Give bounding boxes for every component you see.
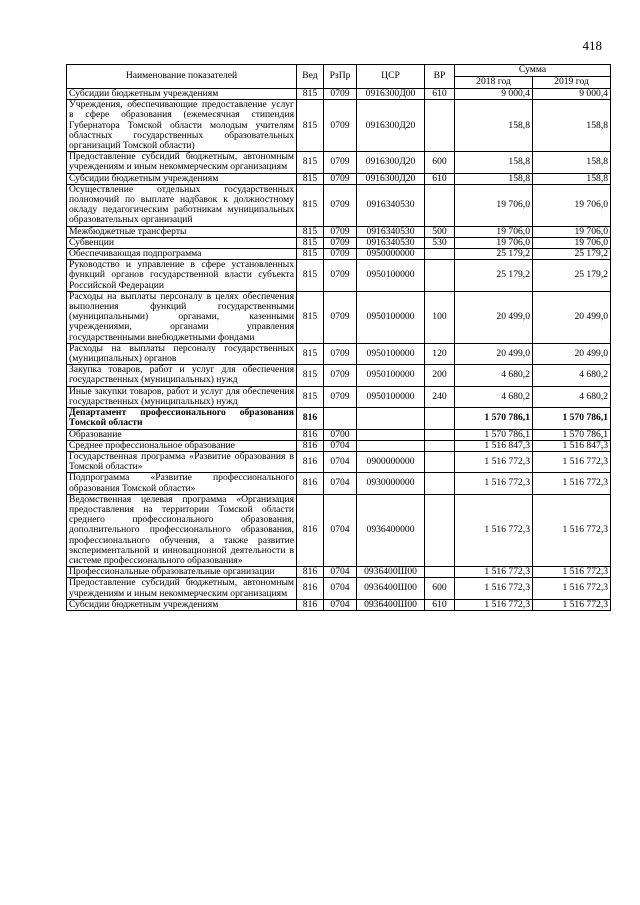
cell-vr: 610 bbox=[425, 173, 455, 184]
cell-2019: 158,8 bbox=[533, 173, 611, 184]
cell-ved: 815 bbox=[297, 100, 324, 152]
cell-2019: 1 516 772,3 bbox=[533, 473, 611, 494]
table-row bbox=[67, 260, 611, 292]
cell-rzpr: 0709 bbox=[324, 173, 357, 184]
table-row bbox=[67, 100, 611, 152]
cell-rzpr: 0704 bbox=[324, 473, 357, 494]
cell-csr: 0916300Д20 bbox=[357, 173, 425, 184]
cell-2018: 1 570 786,1 bbox=[455, 408, 533, 429]
cell-rzpr: 0709 bbox=[324, 184, 357, 226]
table-row bbox=[67, 237, 611, 248]
cell-rzpr: 0704 bbox=[324, 599, 357, 610]
cell-name: Субсидии бюджетным учреждениям bbox=[67, 599, 297, 610]
cell-ved: 815 bbox=[297, 291, 324, 343]
cell-2019: 1 516 772,3 bbox=[533, 599, 611, 610]
cell-ved: 815 bbox=[297, 365, 324, 386]
cell-vr bbox=[425, 440, 455, 451]
cell-2019: 1 516 772,3 bbox=[533, 567, 611, 578]
cell-csr: 0916340530 bbox=[357, 184, 425, 226]
cell-2019: 1 516 847,3 bbox=[533, 440, 611, 451]
table-row bbox=[67, 152, 611, 173]
header-csr: ЦСР bbox=[357, 65, 425, 89]
cell-vr: 100 bbox=[425, 291, 455, 343]
cell-vr bbox=[425, 494, 455, 566]
cell-csr bbox=[357, 440, 425, 451]
cell-csr: 0916300Д00 bbox=[357, 89, 425, 100]
budget-table bbox=[66, 64, 611, 611]
table-row bbox=[67, 343, 611, 364]
cell-ved: 816 bbox=[297, 567, 324, 578]
cell-2018: 1 516 772,3 bbox=[455, 451, 533, 472]
cell-csr: 0950100000 bbox=[357, 365, 425, 386]
cell-csr: 0936400Ш00 bbox=[357, 578, 425, 599]
cell-rzpr: 0704 bbox=[324, 440, 357, 451]
cell-rzpr: 0709 bbox=[324, 386, 357, 407]
cell-name: Подпрограмма «Развитие профессионального образования Томской области» bbox=[67, 473, 297, 494]
table-header bbox=[67, 65, 611, 89]
cell-vr bbox=[425, 184, 455, 226]
cell-vr: 610 bbox=[425, 599, 455, 610]
cell-vr bbox=[425, 249, 455, 260]
cell-2018: 1 516 772,3 bbox=[455, 599, 533, 610]
cell-csr: 0916300Д20 bbox=[357, 100, 425, 152]
cell-rzpr: 0709 bbox=[324, 260, 357, 292]
cell-vr: 200 bbox=[425, 365, 455, 386]
cell-vr: 610 bbox=[425, 89, 455, 100]
cell-ved: 815 bbox=[297, 152, 324, 173]
cell-rzpr: 0704 bbox=[324, 578, 357, 599]
cell-2018: 19 706,0 bbox=[455, 226, 533, 237]
cell-name: Обеспечивающая подпрограмма bbox=[67, 249, 297, 260]
table-row bbox=[67, 408, 611, 429]
cell-csr: 0936400Ш00 bbox=[357, 567, 425, 578]
header-rzpr: РзПр bbox=[324, 65, 357, 89]
cell-name: Межбюджетные трансферты bbox=[67, 226, 297, 237]
cell-name: Профессиональные образовательные организации bbox=[67, 567, 297, 578]
cell-vr bbox=[425, 451, 455, 472]
cell-name: Расходы на выплаты персоналу государственных (муниципальных) органов bbox=[67, 343, 297, 364]
cell-ved: 815 bbox=[297, 343, 324, 364]
cell-csr bbox=[357, 429, 425, 440]
cell-2019: 1 570 786,1 bbox=[533, 408, 611, 429]
table-row bbox=[67, 494, 611, 566]
cell-name: Департамент профессионального образования Томской области bbox=[67, 408, 297, 429]
cell-name: Образование bbox=[67, 429, 297, 440]
cell-2019: 20 499,0 bbox=[533, 343, 611, 364]
header-sum: Сумма bbox=[455, 65, 611, 77]
table-row bbox=[67, 451, 611, 472]
cell-name: Среднее профессиональное образование bbox=[67, 440, 297, 451]
cell-vr: 500 bbox=[425, 226, 455, 237]
cell-name: Осуществление отдельных государственных полномочий по выплате надбавок к должностному окладу педагогическим работникам муниципальных образовательных организаций bbox=[67, 184, 297, 226]
cell-ved: 815 bbox=[297, 237, 324, 248]
header-name: Наименование показателей bbox=[67, 65, 297, 89]
cell-name: Субсидии бюджетным учреждениям bbox=[67, 89, 297, 100]
cell-ved: 815 bbox=[297, 386, 324, 407]
cell-vr bbox=[425, 567, 455, 578]
table-row bbox=[67, 89, 611, 100]
cell-2018: 1 570 786,1 bbox=[455, 429, 533, 440]
cell-2019: 25 179,2 bbox=[533, 260, 611, 292]
cell-csr: 0936400000 bbox=[357, 494, 425, 566]
cell-vr bbox=[425, 100, 455, 152]
cell-rzpr: 0709 bbox=[324, 100, 357, 152]
cell-rzpr: 0704 bbox=[324, 451, 357, 472]
cell-ved: 816 bbox=[297, 429, 324, 440]
cell-2018: 9 000,4 bbox=[455, 89, 533, 100]
cell-name: Субсидии бюджетным учреждениям bbox=[67, 173, 297, 184]
cell-rzpr: 0709 bbox=[324, 89, 357, 100]
header-ved: Вед bbox=[297, 65, 324, 89]
cell-vr: 530 bbox=[425, 237, 455, 248]
cell-name: Учреждения, обеспечивающие предоставление услуг в сфере образования (ежемесячная стипендия Губернатора Томской области молодым учителям областных государственных образовательных организаций Томской области) bbox=[67, 100, 297, 152]
cell-vr bbox=[425, 429, 455, 440]
cell-rzpr: 0709 bbox=[324, 152, 357, 173]
cell-2019: 9 000,4 bbox=[533, 89, 611, 100]
cell-rzpr: 0709 bbox=[324, 291, 357, 343]
cell-2019: 19 706,0 bbox=[533, 226, 611, 237]
cell-2019: 1 516 772,3 bbox=[533, 578, 611, 599]
cell-2018: 158,8 bbox=[455, 152, 533, 173]
cell-2018: 1 516 772,3 bbox=[455, 578, 533, 599]
cell-name: Руководство и управление в сфере установленных функций органов государственной власти субъекта Российской Федерации bbox=[67, 260, 297, 292]
cell-2019: 4 680,2 bbox=[533, 365, 611, 386]
cell-csr bbox=[357, 408, 425, 429]
cell-2019: 25 179,2 bbox=[533, 249, 611, 260]
cell-csr: 0916300Д20 bbox=[357, 152, 425, 173]
table-row bbox=[67, 365, 611, 386]
cell-2018: 19 706,0 bbox=[455, 237, 533, 248]
cell-2018: 4 680,2 bbox=[455, 365, 533, 386]
cell-ved: 815 bbox=[297, 249, 324, 260]
cell-rzpr bbox=[324, 408, 357, 429]
table-row bbox=[67, 429, 611, 440]
cell-csr: 0936400Ш00 bbox=[357, 599, 425, 610]
cell-ved: 815 bbox=[297, 260, 324, 292]
cell-ved: 815 bbox=[297, 184, 324, 226]
cell-rzpr: 0709 bbox=[324, 237, 357, 248]
cell-csr: 0900000000 bbox=[357, 451, 425, 472]
cell-ved: 816 bbox=[297, 451, 324, 472]
cell-2019: 19 706,0 bbox=[533, 184, 611, 226]
cell-vr: 120 bbox=[425, 343, 455, 364]
cell-2019: 4 680,2 bbox=[533, 386, 611, 407]
cell-name: Ведомственная целевая программа «Организация предоставления на территории Томской области среднего профессионального образования, дополнительного профессионального образования, профессионального обучения, а также развитие экспериментальной и инновационной деятельности в системе профессионального образования» bbox=[67, 494, 297, 566]
cell-2018: 1 516 847,3 bbox=[455, 440, 533, 451]
cell-2019: 1 516 772,3 bbox=[533, 494, 611, 566]
cell-2018: 25 179,2 bbox=[455, 260, 533, 292]
table-row bbox=[67, 567, 611, 578]
table-row bbox=[67, 440, 611, 451]
cell-csr: 0930000000 bbox=[357, 473, 425, 494]
cell-2019: 19 706,0 bbox=[533, 237, 611, 248]
cell-ved: 815 bbox=[297, 226, 324, 237]
cell-csr: 0950100000 bbox=[357, 260, 425, 292]
cell-2019: 158,8 bbox=[533, 100, 611, 152]
cell-csr: 0916340530 bbox=[357, 237, 425, 248]
table-row bbox=[67, 173, 611, 184]
cell-csr: 0950100000 bbox=[357, 343, 425, 364]
cell-2018: 20 499,0 bbox=[455, 291, 533, 343]
table-row bbox=[67, 599, 611, 610]
cell-rzpr: 0709 bbox=[324, 343, 357, 364]
cell-rzpr: 0704 bbox=[324, 567, 357, 578]
cell-ved: 815 bbox=[297, 173, 324, 184]
cell-rzpr: 0709 bbox=[324, 226, 357, 237]
cell-vr: 600 bbox=[425, 578, 455, 599]
table-row bbox=[67, 386, 611, 407]
cell-rzpr: 0700 bbox=[324, 429, 357, 440]
cell-2018: 1 516 772,3 bbox=[455, 473, 533, 494]
cell-2019: 1 570 786,1 bbox=[533, 429, 611, 440]
cell-name: Государственная программа «Развитие образования в Томской области» bbox=[67, 451, 297, 472]
cell-vr: 600 bbox=[425, 152, 455, 173]
table-row bbox=[67, 184, 611, 226]
cell-ved: 816 bbox=[297, 408, 324, 429]
cell-2019: 20 499,0 bbox=[533, 291, 611, 343]
cell-2019: 158,8 bbox=[533, 152, 611, 173]
cell-ved: 815 bbox=[297, 89, 324, 100]
cell-rzpr: 0704 bbox=[324, 494, 357, 566]
cell-name: Расходы на выплаты персоналу в целях обеспечения выполнения функций государственными (муниципальными) органами, казенными учреждениями, органами управления государственными внебюджетными фондами bbox=[67, 291, 297, 343]
page-number: 418 bbox=[582, 38, 602, 53]
cell-ved: 816 bbox=[297, 440, 324, 451]
cell-2018: 158,8 bbox=[455, 100, 533, 152]
header-vr: ВР bbox=[425, 65, 455, 89]
cell-2018: 19 706,0 bbox=[455, 184, 533, 226]
cell-ved: 816 bbox=[297, 599, 324, 610]
cell-name: Предоставление субсидий бюджетным, автономным учреждениям и иным некоммерческим организациям bbox=[67, 152, 297, 173]
cell-name: Предоставление субсидий бюджетным, автономным учреждениям и иным некоммерческим организациям bbox=[67, 578, 297, 599]
cell-vr bbox=[425, 260, 455, 292]
cell-rzpr: 0709 bbox=[324, 365, 357, 386]
cell-2019: 1 516 772,3 bbox=[533, 451, 611, 472]
cell-2018: 4 680,2 bbox=[455, 386, 533, 407]
table-body bbox=[67, 89, 611, 611]
cell-2018: 25 179,2 bbox=[455, 249, 533, 260]
cell-rzpr: 0709 bbox=[324, 249, 357, 260]
table-row bbox=[67, 473, 611, 494]
cell-2018: 158,8 bbox=[455, 173, 533, 184]
header-2019: 2019 год bbox=[533, 77, 611, 89]
cell-ved: 816 bbox=[297, 578, 324, 599]
cell-vr: 240 bbox=[425, 386, 455, 407]
table-row bbox=[67, 578, 611, 599]
cell-csr: 0916340530 bbox=[357, 226, 425, 237]
cell-csr: 0950000000 bbox=[357, 249, 425, 260]
table-row bbox=[67, 226, 611, 237]
cell-name: Субвенции bbox=[67, 237, 297, 248]
cell-2018: 1 516 772,3 bbox=[455, 567, 533, 578]
cell-ved: 816 bbox=[297, 494, 324, 566]
cell-name: Иные закупки товаров, работ и услуг для обеспечения государственных (муниципальных) нужд bbox=[67, 386, 297, 407]
cell-vr bbox=[425, 408, 455, 429]
cell-2018: 1 516 772,3 bbox=[455, 494, 533, 566]
table-row bbox=[67, 249, 611, 260]
cell-vr bbox=[425, 473, 455, 494]
table-row bbox=[67, 291, 611, 343]
header-2018: 2018 год bbox=[455, 77, 533, 89]
cell-csr: 0950100000 bbox=[357, 386, 425, 407]
cell-ved: 816 bbox=[297, 473, 324, 494]
cell-2018: 20 499,0 bbox=[455, 343, 533, 364]
cell-name: Закупка товаров, работ и услуг для обеспечения государственных (муниципальных) нужд bbox=[67, 365, 297, 386]
cell-csr: 0950100000 bbox=[357, 291, 425, 343]
